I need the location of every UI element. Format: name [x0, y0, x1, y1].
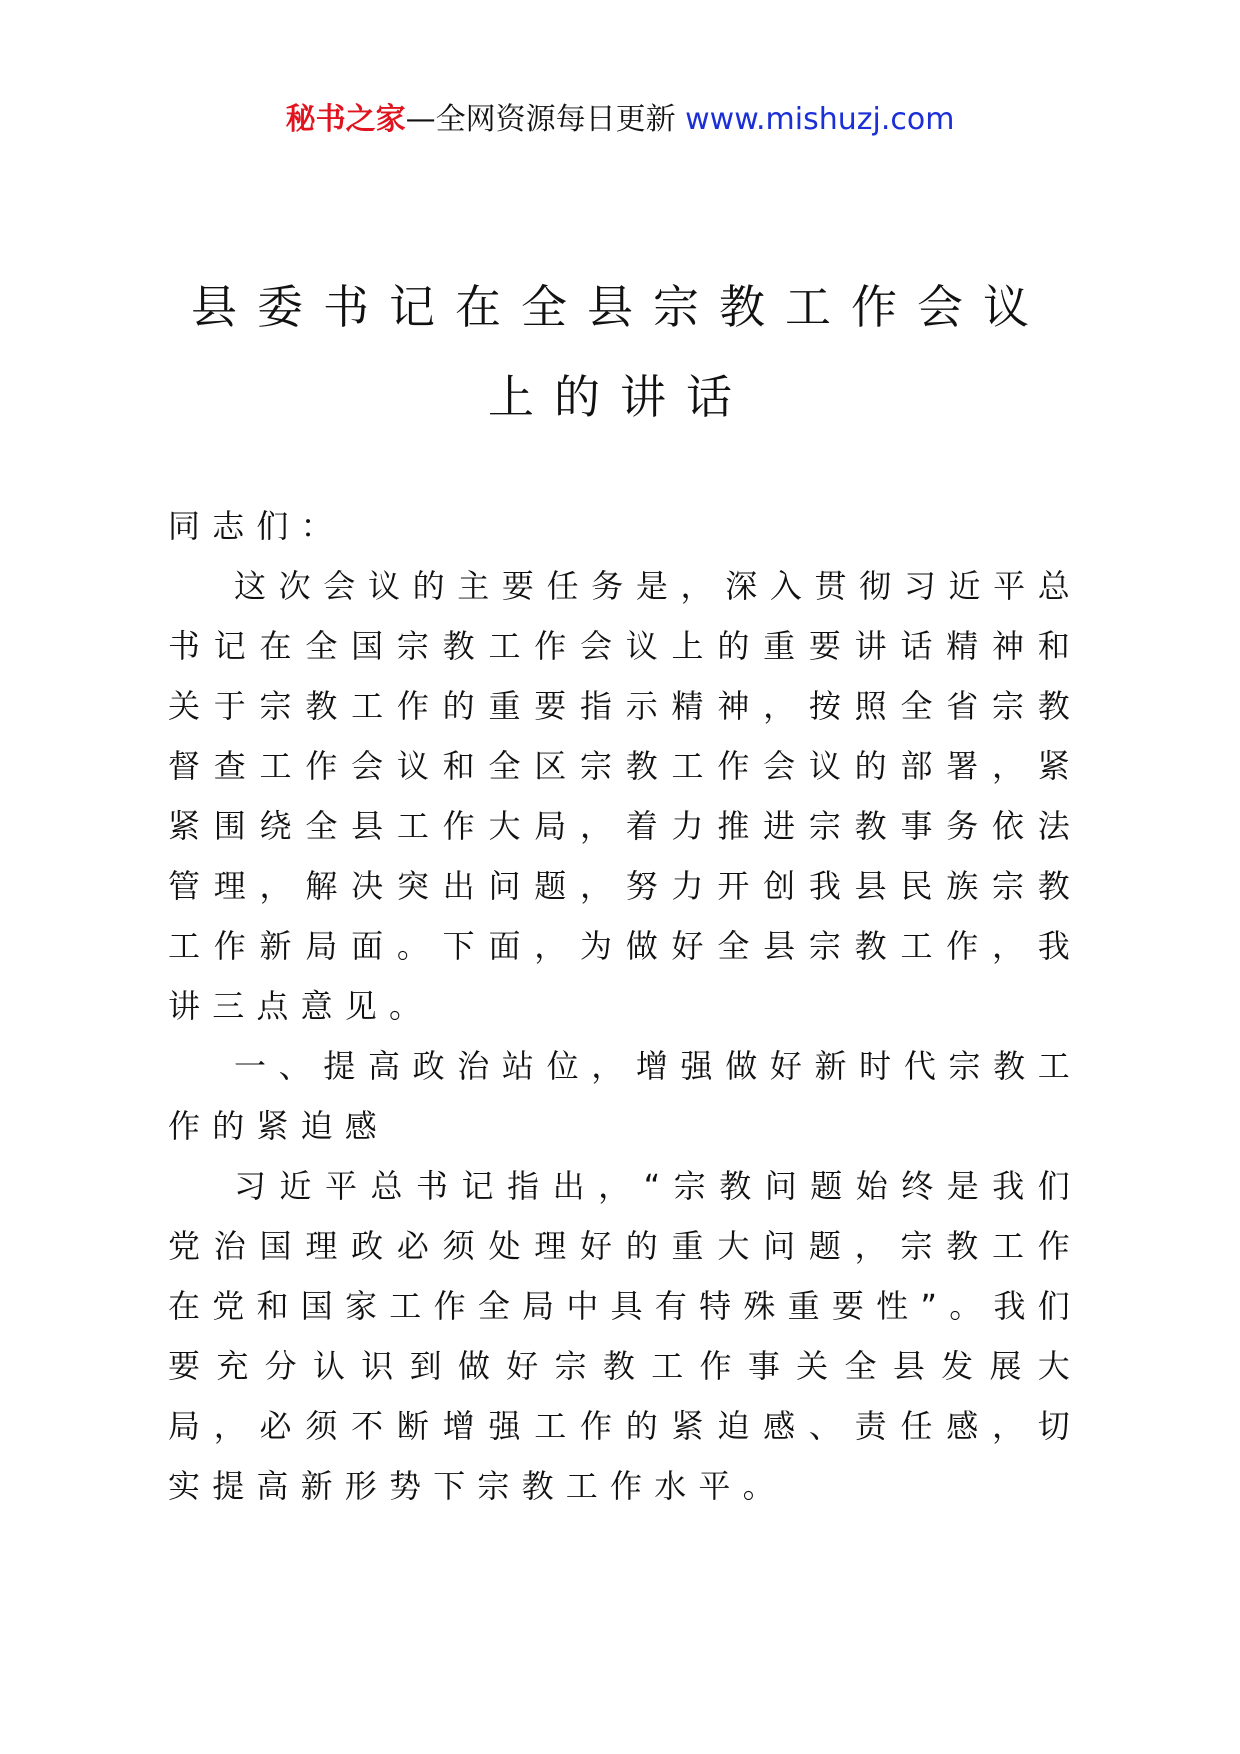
document-body	[168, 496, 1082, 1516]
header-dash: —	[405, 102, 436, 137]
title-line-1: 县委书记在全县宗教工作会议	[191, 280, 1049, 334]
paragraph-intro: 这次会议的主要任务是，深入贯彻习近平总书记在全国宗教工作会议上的重要讲话精神和关于宗教工作的重要指示精神，按照全省宗教督查工作会议和全区宗教工作会议的部署，紧紧围绕全县工作大局，着力推进宗教事务依法管理，解决突出问题，努力开创我县民族宗教工作新局面。下面，为做好全县宗教工作，我讲三点意见。	[168, 567, 1082, 1025]
document-title	[170, 262, 1070, 442]
brand-name: 秘书之家	[285, 102, 406, 137]
header-slogan: 全网资源每日更新	[435, 102, 686, 137]
site-url-link[interactable]: www.mishuzj.com	[685, 102, 955, 137]
paragraph-section-1: 习近平总书记指出，“宗教问题始终是我们党治国理政必须处理好的重大问题，宗教工作在党和国家工作全局中具有特殊重要性”。我们要充分认识到做好宗教工作事关全县发展大局，必须不断增强工作的紧迫感、责任感，切实提高新形势下宗教工作水平。	[168, 1167, 1082, 1505]
site-header	[0, 100, 1240, 140]
section-heading-1: 一、提高政治站位，增强做好新时代宗教工作的紧迫感	[168, 1047, 1082, 1145]
title-line-2: 上的讲话	[488, 370, 752, 424]
salutation: 同志们：	[168, 507, 345, 545]
